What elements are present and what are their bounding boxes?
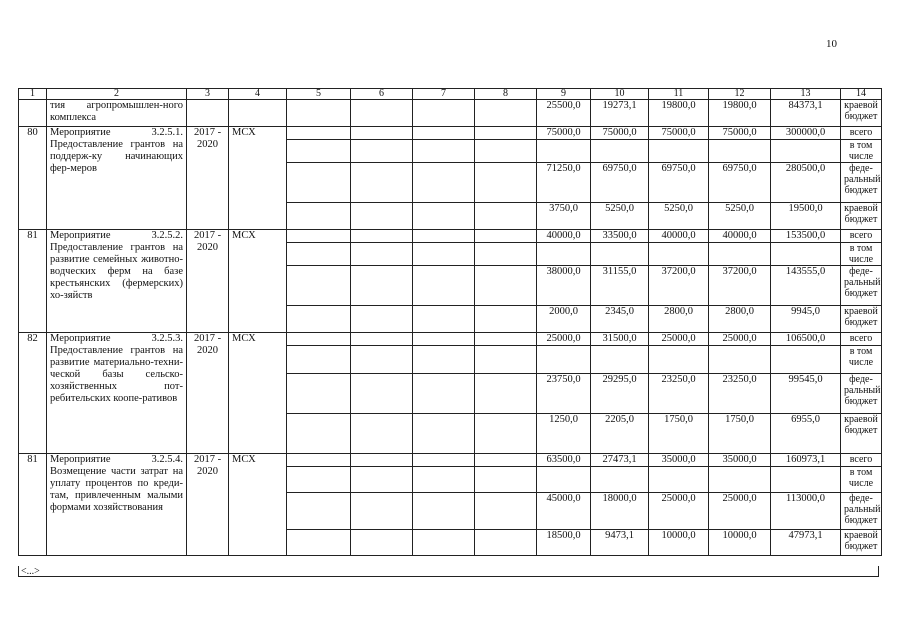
empty-cell xyxy=(475,493,537,530)
value-cell: 23250,0 xyxy=(709,374,771,414)
value-cell: 99545,0 xyxy=(771,374,841,414)
value-cell: 37200,0 xyxy=(649,266,709,306)
empty-cell xyxy=(475,306,537,333)
value-cell: 29295,0 xyxy=(591,374,649,414)
empty-cell xyxy=(287,374,351,414)
empty-cell xyxy=(351,100,413,127)
value-cell: 5250,0 xyxy=(591,203,649,230)
empty-cell xyxy=(287,306,351,333)
activity-row xyxy=(19,333,882,346)
empty-cell xyxy=(287,493,351,530)
value-cell: 113000,0 xyxy=(771,493,841,530)
column-header: 12 xyxy=(709,89,771,100)
value-cell: 40000,0 xyxy=(649,230,709,243)
empty-cell xyxy=(287,230,351,243)
value-cell xyxy=(591,140,649,163)
empty-cell xyxy=(475,243,537,266)
value-cell: 1750,0 xyxy=(709,414,771,454)
empty-cell xyxy=(287,163,351,203)
empty-cell xyxy=(413,266,475,306)
empty-cell xyxy=(413,414,475,454)
empty-cell xyxy=(229,100,287,127)
empty-cell xyxy=(413,346,475,374)
empty-cell xyxy=(351,493,413,530)
value-cell: 25000,0 xyxy=(709,333,771,346)
empty-cell xyxy=(351,530,413,556)
value-cell: 75000,0 xyxy=(709,127,771,140)
empty-cell xyxy=(287,203,351,230)
empty-cell xyxy=(475,414,537,454)
column-header: 14 xyxy=(841,89,882,100)
funding-source: в том числе xyxy=(841,467,882,493)
value-cell: 63500,0 xyxy=(537,454,591,467)
row-number: 81 xyxy=(19,454,47,556)
empty-cell xyxy=(351,203,413,230)
value-cell: 5250,0 xyxy=(709,203,771,230)
value-cell: 75000,0 xyxy=(591,127,649,140)
value-cell: 18500,0 xyxy=(537,530,591,556)
value-cell: 47973,1 xyxy=(771,530,841,556)
empty-cell xyxy=(413,493,475,530)
empty-cell xyxy=(475,530,537,556)
activity-row xyxy=(19,230,882,243)
empty-cell xyxy=(351,230,413,243)
empty-cell xyxy=(413,333,475,346)
empty-cell xyxy=(413,530,475,556)
value-cell: 10000,0 xyxy=(649,530,709,556)
funding-source: феде-ральный бюджет xyxy=(841,163,882,203)
period: 2017 - 2020 xyxy=(187,127,229,230)
row-number: 82 xyxy=(19,333,47,454)
empty-cell xyxy=(351,414,413,454)
value-cell: 160973,1 xyxy=(771,454,841,467)
value-cell: 300000,0 xyxy=(771,127,841,140)
empty-cell xyxy=(475,163,537,203)
column-header: 8 xyxy=(475,89,537,100)
value-cell: 19500,0 xyxy=(771,203,841,230)
empty-cell xyxy=(475,230,537,243)
value-cell: 10000,0 xyxy=(709,530,771,556)
empty-cell xyxy=(413,203,475,230)
value-cell: 35000,0 xyxy=(709,454,771,467)
budget-table xyxy=(18,88,882,556)
empty-cell xyxy=(287,346,351,374)
column-header: 3 xyxy=(187,89,229,100)
activity-row xyxy=(19,127,882,140)
value-cell xyxy=(649,467,709,493)
value-cell: 1250,0 xyxy=(537,414,591,454)
funding-source: всего xyxy=(841,454,882,467)
empty-cell xyxy=(475,454,537,467)
value-cell: 19800,0 xyxy=(649,100,709,127)
value-cell xyxy=(771,243,841,266)
value-cell xyxy=(537,243,591,266)
empty-cell xyxy=(475,266,537,306)
empty-cell xyxy=(287,266,351,306)
empty-cell xyxy=(351,163,413,203)
empty-cell xyxy=(351,454,413,467)
value-cell: 2800,0 xyxy=(649,306,709,333)
funding-source: в том числе xyxy=(841,140,882,163)
empty-cell xyxy=(475,140,537,163)
empty-cell xyxy=(413,163,475,203)
empty-cell xyxy=(287,467,351,493)
empty-cell xyxy=(351,333,413,346)
value-cell: 2000,0 xyxy=(537,306,591,333)
funding-source: феде-ральный бюджет xyxy=(841,493,882,530)
page-number: 10 xyxy=(826,38,837,50)
column-header: 10 xyxy=(591,89,649,100)
empty-cell xyxy=(287,243,351,266)
value-cell: 69750,0 xyxy=(709,163,771,203)
value-cell xyxy=(709,467,771,493)
empty-cell xyxy=(413,374,475,414)
column-header: 13 xyxy=(771,89,841,100)
funding-source: краевой бюджет xyxy=(841,306,882,333)
value-cell: 153500,0 xyxy=(771,230,841,243)
value-cell: 71250,0 xyxy=(537,163,591,203)
empty-cell xyxy=(413,127,475,140)
empty-cell xyxy=(287,100,351,127)
funding-source: краевой бюджет xyxy=(841,414,882,454)
responsible: МСХ xyxy=(229,127,287,230)
activity-text: Мероприятие 3.2.5.2. Предоставление грантов на развитие семейных животно-водческих ферм на базе крестьянских (фермерских) хо-зяйств xyxy=(47,230,187,333)
funding-source: всего xyxy=(841,127,882,140)
empty-cell xyxy=(475,127,537,140)
value-cell: 27473,1 xyxy=(591,454,649,467)
value-cell: 35000,0 xyxy=(649,454,709,467)
empty-cell xyxy=(287,414,351,454)
value-cell: 25500,0 xyxy=(537,100,591,127)
empty-cell xyxy=(413,230,475,243)
empty-cell xyxy=(475,203,537,230)
value-cell: 143555,0 xyxy=(771,266,841,306)
funding-source: краевой бюджет xyxy=(841,203,882,230)
value-cell: 75000,0 xyxy=(649,127,709,140)
empty-cell xyxy=(351,374,413,414)
empty-cell xyxy=(475,333,537,346)
empty-cell xyxy=(351,243,413,266)
value-cell: 9945,0 xyxy=(771,306,841,333)
value-cell: 2205,0 xyxy=(591,414,649,454)
value-cell xyxy=(709,243,771,266)
empty-cell xyxy=(413,467,475,493)
responsible: МСХ xyxy=(229,230,287,333)
value-cell: 38000,0 xyxy=(537,266,591,306)
value-cell xyxy=(591,467,649,493)
value-cell: 2345,0 xyxy=(591,306,649,333)
column-header: 11 xyxy=(649,89,709,100)
value-cell xyxy=(537,346,591,374)
funding-source: в том числе xyxy=(841,346,882,374)
empty-cell xyxy=(351,467,413,493)
empty-cell xyxy=(413,243,475,266)
value-cell: 40000,0 xyxy=(709,230,771,243)
column-header: 7 xyxy=(413,89,475,100)
column-header: 6 xyxy=(351,89,413,100)
value-cell: 25000,0 xyxy=(649,493,709,530)
value-cell xyxy=(771,140,841,163)
empty-cell xyxy=(351,127,413,140)
value-cell xyxy=(709,346,771,374)
responsible: МСХ xyxy=(229,333,287,454)
value-cell xyxy=(591,346,649,374)
value-cell: 3750,0 xyxy=(537,203,591,230)
value-cell xyxy=(537,140,591,163)
value-cell: 31500,0 xyxy=(591,333,649,346)
empty-cell xyxy=(475,374,537,414)
empty-cell xyxy=(413,100,475,127)
activity-row xyxy=(19,454,882,467)
value-cell: 31155,0 xyxy=(591,266,649,306)
header-row xyxy=(19,89,882,100)
empty-cell xyxy=(287,454,351,467)
empty-cell xyxy=(351,140,413,163)
empty-cell xyxy=(475,100,537,127)
activity-text: тия агропромышлен-ного комплекса xyxy=(47,100,187,127)
funding-source: в том числе xyxy=(841,243,882,266)
value-cell: 25000,0 xyxy=(537,333,591,346)
value-cell: 19800,0 xyxy=(709,100,771,127)
value-cell xyxy=(649,346,709,374)
column-header: 1 xyxy=(19,89,47,100)
activity-text: Мероприятие 3.2.5.3. Предоставление грантов на развитие материально-техни-ческой базы сельско-хозяйственных пот-ребительских коопе-ративов xyxy=(47,333,187,454)
empty-cell xyxy=(287,127,351,140)
column-header: 4 xyxy=(229,89,287,100)
responsible: МСХ xyxy=(229,454,287,556)
value-cell: 84373,1 xyxy=(771,100,841,127)
period: 2017 - 2020 xyxy=(187,333,229,454)
value-cell: 75000,0 xyxy=(537,127,591,140)
continuation-marker: <...> xyxy=(18,566,879,577)
value-cell xyxy=(649,140,709,163)
value-cell: 69750,0 xyxy=(649,163,709,203)
empty-cell xyxy=(351,306,413,333)
value-cell: 2800,0 xyxy=(709,306,771,333)
value-cell: 69750,0 xyxy=(591,163,649,203)
value-cell: 9473,1 xyxy=(591,530,649,556)
empty-cell xyxy=(351,346,413,374)
value-cell: 25000,0 xyxy=(649,333,709,346)
funding-source: всего xyxy=(841,333,882,346)
value-cell xyxy=(537,467,591,493)
value-cell xyxy=(709,140,771,163)
value-cell: 280500,0 xyxy=(771,163,841,203)
value-cell: 19273,1 xyxy=(591,100,649,127)
empty-cell xyxy=(413,306,475,333)
period: 2017 - 2020 xyxy=(187,230,229,333)
value-cell: 45000,0 xyxy=(537,493,591,530)
empty-cell xyxy=(413,454,475,467)
value-cell: 23250,0 xyxy=(649,374,709,414)
value-cell: 25000,0 xyxy=(709,493,771,530)
column-header: 2 xyxy=(47,89,187,100)
value-cell: 37200,0 xyxy=(709,266,771,306)
funding-source: феде-ральный бюджет xyxy=(841,266,882,306)
value-cell: 23750,0 xyxy=(537,374,591,414)
row-number xyxy=(19,100,47,127)
value-cell: 5250,0 xyxy=(649,203,709,230)
value-cell xyxy=(591,243,649,266)
value-cell: 6955,0 xyxy=(771,414,841,454)
column-header: 9 xyxy=(537,89,591,100)
activity-text: Мероприятие 3.2.5.4. Возмещение части затрат на уплату процентов по креди-там, привлеченным малыми формами хозяйствования xyxy=(47,454,187,556)
value-cell: 40000,0 xyxy=(537,230,591,243)
value-cell: 33500,0 xyxy=(591,230,649,243)
continuation-row xyxy=(19,100,882,127)
row-number: 81 xyxy=(19,230,47,333)
value-cell: 1750,0 xyxy=(649,414,709,454)
activity-text: Мероприятие 3.2.5.1. Предоставление грантов на поддерж-ку начинающих фер-меров xyxy=(47,127,187,230)
row-number: 80 xyxy=(19,127,47,230)
period: 2017 - 2020 xyxy=(187,454,229,556)
empty-cell xyxy=(475,467,537,493)
empty-cell xyxy=(187,100,229,127)
funding-source: краевой бюджет xyxy=(841,530,882,556)
value-cell: 18000,0 xyxy=(591,493,649,530)
value-cell xyxy=(771,467,841,493)
value-cell: 106500,0 xyxy=(771,333,841,346)
value-cell xyxy=(771,346,841,374)
value-cell xyxy=(649,243,709,266)
funding-source: феде-ральный бюджет xyxy=(841,374,882,414)
empty-cell xyxy=(287,530,351,556)
empty-cell xyxy=(475,346,537,374)
column-header: 5 xyxy=(287,89,351,100)
empty-cell xyxy=(287,333,351,346)
empty-cell xyxy=(351,266,413,306)
empty-cell xyxy=(413,140,475,163)
funding-source: краевой бюджет xyxy=(841,100,882,127)
empty-cell xyxy=(287,140,351,163)
funding-source: всего xyxy=(841,230,882,243)
